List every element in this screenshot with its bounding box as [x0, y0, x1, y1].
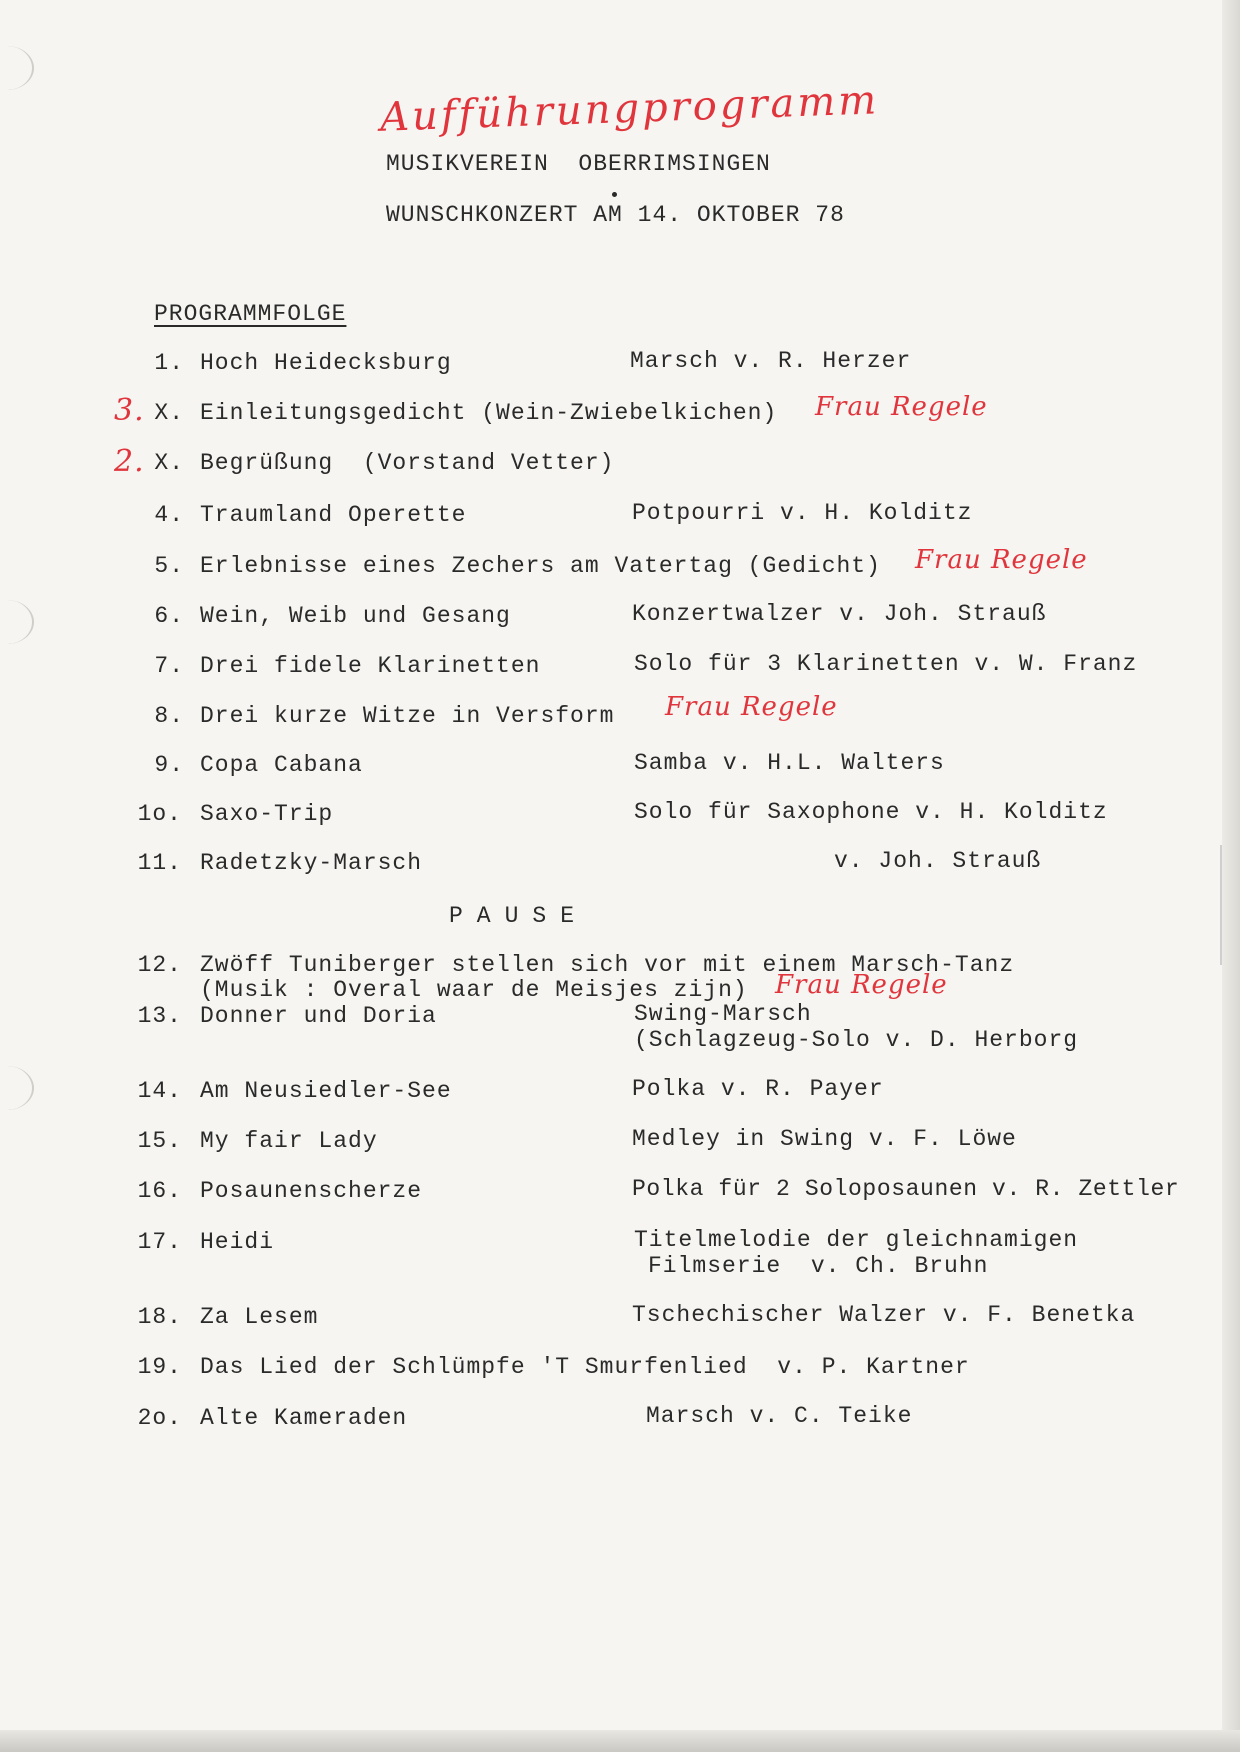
- punch-hole-mark: [0, 1066, 34, 1110]
- item-title: Drei kurze Witze in Versform: [200, 703, 615, 729]
- item-title: Einleitungsgedicht (Wein-Zwiebelkichen): [200, 400, 778, 426]
- item-detail: Marsch v. C. Teike: [646, 1403, 913, 1429]
- item-number: 1.: [154, 350, 184, 376]
- item-number: 15.: [137, 1128, 182, 1154]
- item-detail: Samba v. H.L. Walters: [634, 750, 945, 776]
- header-concert: WUNSCHKONZERT AM 14. OKTOBER 78: [386, 202, 845, 228]
- handwritten-performer: Frau Regele: [665, 692, 838, 722]
- item-title: Zwöff Tuniberger stellen sich vor mit einem Marsch-Tanz: [200, 952, 1015, 978]
- item-title: Begrüßung (Vorstand Vetter): [200, 450, 615, 476]
- item-number: 6.: [154, 603, 184, 629]
- item-detail: Marsch v. R. Herzer: [630, 348, 912, 374]
- item-detail: Konzertwalzer v. Joh. Strauß: [632, 601, 1047, 627]
- item-subline: (Musik : Overal waar de Meisjes zijn): [200, 977, 748, 1003]
- item-title: Am Neusiedler-See: [200, 1078, 452, 1104]
- item-title: Donner und Doria: [200, 1003, 437, 1029]
- item-number: 4.: [154, 502, 184, 528]
- pause-heading: PAUSE: [449, 903, 589, 929]
- item-title: Wein, Weib und Gesang: [200, 603, 511, 629]
- item-title: Das Lied der Schlümpfe 'T Smurfenlied v. P. Kartner: [200, 1354, 970, 1380]
- item-title: Drei fidele Klarinetten: [200, 653, 541, 679]
- item-number: 7.: [154, 653, 184, 679]
- item-subline: (Schlagzeug-Solo v. D. Herborg: [634, 1027, 1079, 1053]
- item-detail: Tschechischer Walzer v. F. Benetka: [632, 1302, 1136, 1328]
- paper-crease: [1220, 845, 1222, 965]
- punch-hole-mark: [0, 46, 34, 90]
- item-subline: Filmserie v. Ch. Bruhn: [648, 1253, 989, 1279]
- section-title: PROGRAMMFOLGE: [154, 301, 347, 327]
- item-number: 14.: [137, 1078, 182, 1104]
- item-number: 2o.: [137, 1405, 182, 1431]
- handwritten-performer: Frau Regele: [915, 545, 1088, 575]
- item-title: My fair Lady: [200, 1128, 378, 1154]
- item-title: Radetzky-Marsch: [200, 850, 423, 876]
- item-detail: Titelmelodie der gleichnamigen: [634, 1227, 1079, 1253]
- item-title: Alte Kameraden: [200, 1405, 408, 1431]
- item-detail: v. Joh. Strauß: [834, 848, 1042, 874]
- item-number-struck: X.: [154, 450, 184, 476]
- item-number: 13.: [137, 1003, 182, 1029]
- item-title: Hoch Heidecksburg: [200, 350, 452, 376]
- item-number: 11.: [137, 850, 182, 876]
- item-detail: Potpourri v. H. Kolditz: [632, 500, 973, 526]
- item-title: Heidi: [200, 1229, 275, 1255]
- item-detail: Polka v. R. Payer: [632, 1076, 884, 1102]
- item-number: 9.: [154, 752, 184, 778]
- item-number: 5.: [154, 553, 184, 579]
- item-number: 18.: [137, 1304, 182, 1330]
- item-detail: Swing-Marsch: [634, 1001, 812, 1027]
- item-number: 1o.: [137, 801, 182, 827]
- item-title: Erlebnisse eines Zechers am Vatertag (Gedicht): [200, 553, 881, 579]
- item-number-struck: X.: [154, 400, 184, 426]
- item-number: 19.: [137, 1354, 182, 1380]
- item-detail: Solo für Saxophone v. H. Kolditz: [634, 799, 1108, 825]
- item-number: 17.: [137, 1229, 182, 1255]
- paper-edge-bottom: [0, 1730, 1240, 1752]
- item-number: 16.: [137, 1178, 182, 1204]
- item-title: Posaunenscherze: [200, 1178, 423, 1204]
- item-title: Saxo-Trip: [200, 801, 334, 827]
- handwritten-number: 2.: [114, 444, 145, 479]
- item-detail: Polka für 2 Soloposaunen v. R. Zettler: [632, 1176, 1180, 1202]
- ink-dot: [612, 192, 617, 197]
- punch-hole-mark: [0, 600, 34, 644]
- handwritten-performer: Frau Regele: [775, 970, 948, 1000]
- handwritten-number: 3.: [114, 393, 145, 428]
- handwritten-performer: Frau Regele: [815, 392, 988, 422]
- item-number: 12.: [137, 952, 182, 978]
- item-title: Copa Cabana: [200, 752, 363, 778]
- item-number: 8.: [154, 703, 184, 729]
- item-title: Traumland Operette: [200, 502, 467, 528]
- paper-edge-right: [1222, 0, 1240, 1752]
- item-detail: Solo für 3 Klarinetten v. W. Franz: [634, 651, 1138, 677]
- item-detail: Medley in Swing v. F. Löwe: [632, 1126, 1017, 1152]
- item-title: Za Lesem: [200, 1304, 319, 1330]
- header-club: MUSIKVEREIN OBERRIMSINGEN: [386, 151, 771, 177]
- handwritten-title: Aufführungprogramm: [379, 77, 880, 141]
